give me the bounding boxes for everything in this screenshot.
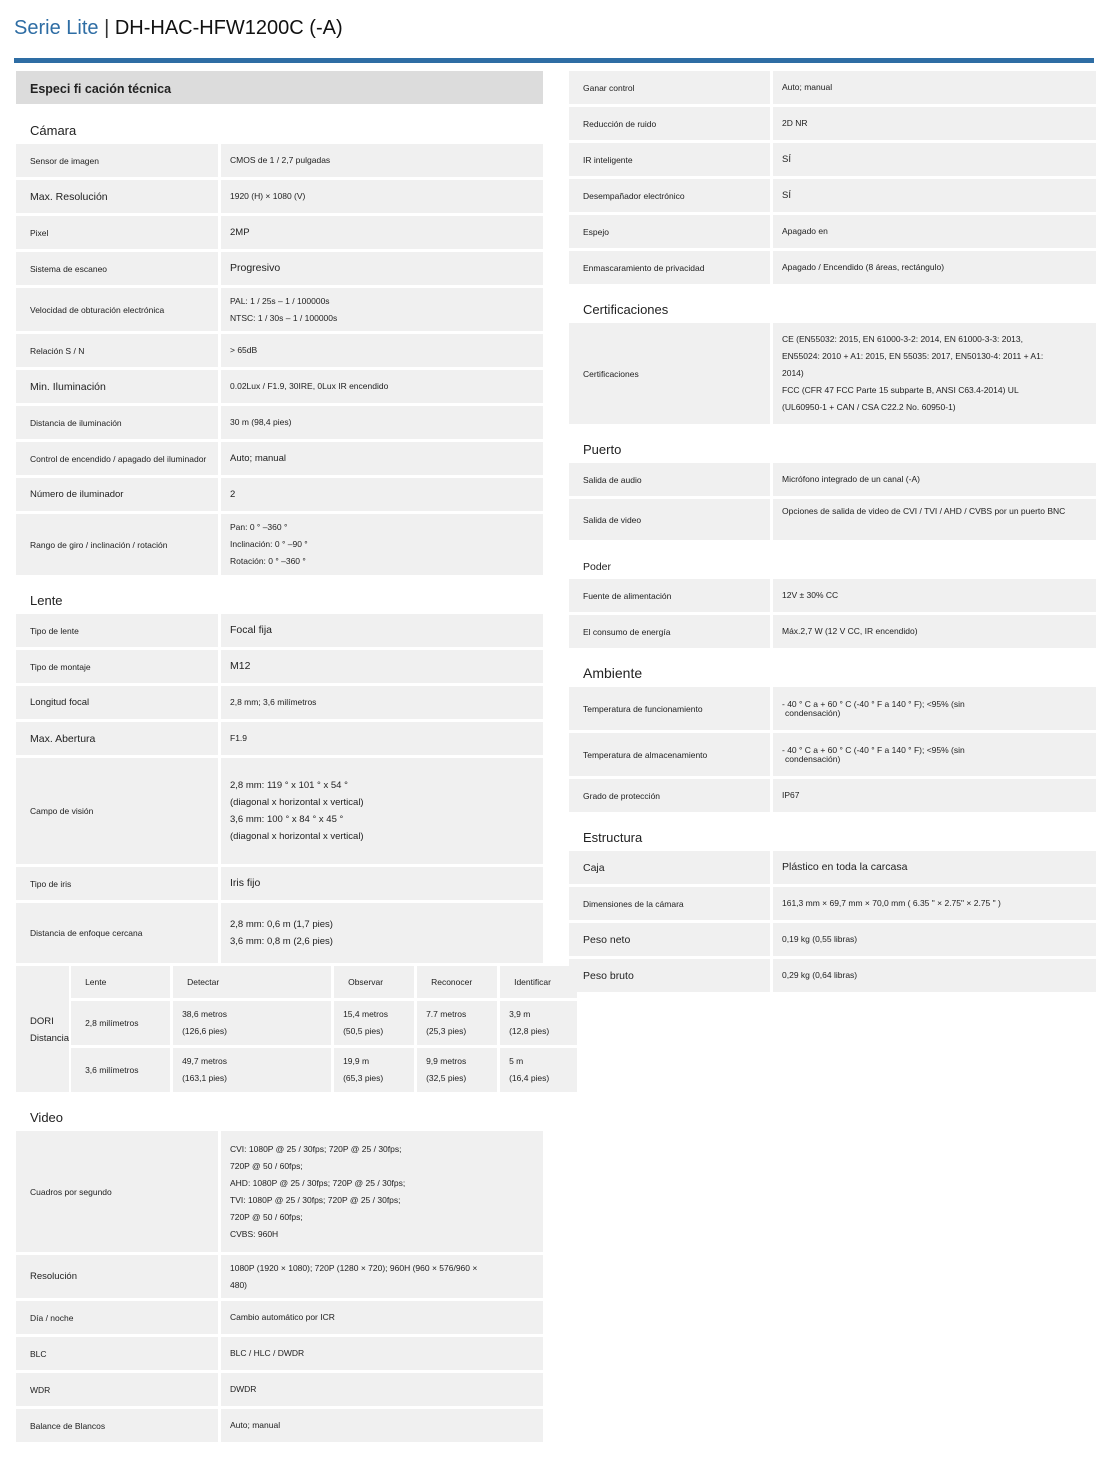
section-structure: Estructura: [583, 830, 643, 845]
spec-label: Grado de protección: [569, 779, 770, 812]
spec-label: Peso neto: [569, 923, 770, 956]
spec-row: [569, 687, 1096, 730]
spec-label: Día / noche: [16, 1301, 218, 1334]
value-line: 720P @ 50 / 60fps;: [230, 1160, 303, 1171]
spec-row: [16, 370, 543, 403]
spec-value: Auto; manual: [221, 442, 543, 475]
dori-feet: (12,8 pies): [509, 1026, 550, 1036]
section-power: Poder: [583, 561, 612, 573]
spec-value: 2: [221, 478, 543, 511]
dori-lens: 2,8 milímetros: [71, 1001, 170, 1045]
spec-row: [16, 686, 543, 719]
model-name: DH-HAC-HFW1200C (-A): [114, 17, 343, 39]
section-certifications: Certificaciones: [583, 302, 669, 317]
spec-value: Auto; manual: [221, 1409, 543, 1442]
spec-label: Balance de Blancos: [16, 1409, 218, 1442]
spec-row: [569, 71, 1096, 104]
value-line: (diagonal x horizontal x vertical): [230, 831, 364, 842]
spec-value: Cambio automático por ICR: [221, 1301, 543, 1334]
spec-row: [16, 334, 543, 367]
spec-label: Temperatura de almacenamiento: [569, 733, 770, 776]
spec-value: Apagado / Encendido (8 áreas, rectángulo): [773, 251, 1096, 284]
spec-label: Enmascaramiento de privacidad: [569, 251, 770, 284]
spec-row: [569, 251, 1096, 284]
spec-value: Progresivo: [221, 252, 543, 285]
spec-label: Velocidad de obturación electrónica: [16, 288, 218, 331]
spec-label: Temperatura de funcionamiento: [569, 687, 770, 730]
spec-label: Relación S / N: [16, 334, 218, 367]
spec-row: [16, 758, 543, 864]
value-line: 2,8 mm: 119 ° x 101 ° x 54 °: [230, 780, 348, 791]
dori-feet: (25,3 pies): [426, 1026, 467, 1036]
spec-value: Máx.2,7 W (12 V CC, IR encendido): [773, 615, 1096, 648]
spec-row: [16, 514, 543, 575]
value-line: 2014): [782, 368, 804, 378]
spec-value: Iris fijo: [221, 867, 543, 900]
spec-label: Distancia de iluminación: [16, 406, 218, 439]
spec-row: [16, 180, 543, 213]
spec-row: [569, 143, 1096, 176]
section-port: Puerto: [583, 442, 622, 457]
spec-value: SÍ: [773, 143, 1096, 176]
section-environment: Ambiente: [583, 665, 643, 681]
spec-row: [16, 478, 543, 511]
spec-row: [569, 579, 1096, 612]
spec-label: Tipo de lente: [16, 614, 218, 647]
spec-value: 0.02Lux / F1.9, 30IRE, 0Lux IR encendido: [221, 370, 543, 403]
value-line: (UL60950-1 + CAN / CSA C22.2 No. 60950-1): [782, 402, 956, 412]
spec-row: [16, 442, 543, 475]
spec-value: 0,29 kg (0,64 libras): [773, 959, 1096, 992]
spec-value: [221, 758, 543, 864]
spec-label: Rango de giro / inclinación / rotación: [16, 514, 218, 575]
spec-row: [569, 615, 1096, 648]
spec-row: [16, 406, 543, 439]
spec-value: [221, 903, 543, 963]
spec-row: [569, 887, 1096, 920]
dori-grid: [71, 966, 577, 1092]
spec-row: [569, 959, 1096, 992]
value-line: CVI: 1080P @ 25 / 30fps; 720P @ 25 / 30fps;: [230, 1143, 402, 1154]
dori-lens: 3,6 milímetros: [71, 1048, 170, 1092]
spec-row: [569, 499, 1096, 540]
document-title: [14, 14, 1094, 42]
value-line: AHD: 1080P @ 25 / 30fps; 720P @ 25 / 30fps;: [230, 1177, 406, 1188]
header-rule: [14, 58, 1094, 63]
spec-value: M12: [221, 650, 543, 683]
spec-label: Reducción de ruido: [569, 107, 770, 140]
spec-value: 30 m (98,4 pies): [221, 406, 543, 439]
spec-value: [221, 514, 543, 575]
spec-label: Max. Resolución: [16, 180, 218, 213]
value-line: condensación): [785, 707, 841, 718]
left-column: [16, 71, 551, 1445]
value-line: 720P @ 50 / 60fps;: [230, 1211, 303, 1222]
spec-label: Salida de audio: [569, 463, 770, 496]
dori-meters: 38,6 metros: [182, 1009, 227, 1019]
dori-feet: (32,5 pies): [426, 1073, 467, 1083]
spec-label: Resolución: [16, 1255, 218, 1298]
spec-row: [569, 179, 1096, 212]
spec-value: [221, 288, 543, 331]
spec-label: Distancia de enfoque cercana: [16, 903, 218, 963]
dori-meters: 15,4 metros: [343, 1009, 388, 1019]
spec-label: Control de encendido / apagado del iluminador: [16, 442, 218, 475]
spec-label: Número de iluminador: [16, 478, 218, 511]
spec-label: WDR: [16, 1373, 218, 1406]
spec-value: 1920 (H) × 1080 (V): [221, 180, 543, 213]
spec-row: [16, 1255, 543, 1298]
spec-value: Opciones de salida de video de CVI / TVI / AHD / CVBS por un puerto BNC: [773, 499, 1096, 540]
value-line: Pan: 0 ° –360 °: [230, 522, 288, 532]
spec-row: [569, 323, 1096, 424]
dori-meters: 9,9 metros: [426, 1056, 467, 1066]
value-line: 1080P (1920 × 1080); 720P (1280 × 720); 960H (960 × 576/960 ×: [230, 1262, 478, 1273]
spec-label: Campo de visión: [16, 758, 218, 864]
section-video: Video: [30, 1110, 64, 1125]
spec-label: Caja: [569, 851, 770, 884]
value-line: condensación): [785, 753, 841, 764]
title-separator: |: [104, 17, 110, 39]
dori-value: [417, 1048, 497, 1092]
value-line: PAL: 1 / 25s – 1 / 100000s: [230, 295, 330, 306]
dori-value: [173, 1048, 331, 1092]
spec-label: Dimensiones de la cámara: [569, 887, 770, 920]
spec-value: SÍ: [773, 179, 1096, 212]
spec-label: Espejo: [569, 215, 770, 248]
section-camera: Cámara: [30, 123, 77, 138]
spec-row: [16, 903, 543, 963]
spec-value: 0,19 kg (0,55 libras): [773, 923, 1096, 956]
dori-feet: (126,6 pies): [182, 1026, 227, 1036]
dori-value: [500, 1048, 577, 1092]
spec-value: [221, 1255, 543, 1298]
dori-meters: 7.7 metros: [426, 1009, 467, 1019]
value-line: (diagonal x horizontal x vertical): [230, 797, 364, 808]
spec-value: 2,8 mm; 3,6 milímetros: [221, 686, 543, 719]
spec-row: [16, 252, 543, 285]
dori-value: [334, 1001, 414, 1045]
spec-label: Min. Iluminación: [16, 370, 218, 403]
spec-value: Auto; manual: [773, 71, 1096, 104]
value-line: 480): [230, 1279, 248, 1290]
spec-value: [773, 687, 1096, 730]
dori-meters: 19,9 m: [343, 1056, 370, 1066]
spec-row: [569, 851, 1096, 884]
spec-value: 161,3 mm × 69,7 mm × 70,0 mm ( 6.35 " × 2.75" × 2.75 " ): [773, 887, 1096, 920]
dori-header: Lente: [71, 966, 170, 998]
dori-feet: (16,4 pies): [509, 1073, 550, 1083]
spec-value: Focal fija: [221, 614, 543, 647]
spec-row: [16, 1131, 543, 1252]
dori-feet: (163,1 pies): [182, 1073, 227, 1083]
spec-label: Tipo de montaje: [16, 650, 218, 683]
spec-value: CMOS de 1 / 2,7 pulgadas: [221, 144, 543, 177]
dori-header: Identificar: [500, 966, 577, 998]
spec-label: Max. Abertura: [16, 722, 218, 755]
dori-meters: 3,9 m: [509, 1009, 531, 1019]
spec-label: Certificaciones: [569, 323, 770, 424]
right-column: [569, 71, 1096, 995]
spec-row: [16, 614, 543, 647]
value-line: CVBS: 960H: [230, 1228, 279, 1239]
value-line: FCC (CFR 47 FCC Parte 15 subparte B, ANSI C63.4-2014) UL: [782, 385, 1019, 395]
spec-row: [16, 1409, 543, 1442]
spec-row: [16, 288, 543, 331]
spec-value: [773, 323, 1096, 424]
page-header: [14, 14, 1094, 62]
value-line: Inclinación: 0 ° –90 °: [230, 539, 308, 549]
dori-value: [500, 1001, 577, 1045]
value-line: - 40 ° C a + 60 ° C (-40 ° F a 140 ° F); <95% (sin: [782, 744, 965, 755]
spec-label: El consumo de energía: [569, 615, 770, 648]
spec-row: [569, 463, 1096, 496]
spec-row: [16, 867, 543, 900]
spec-value: DWDR: [221, 1373, 543, 1406]
spec-row: [16, 144, 543, 177]
spec-value: [221, 1131, 543, 1252]
value-line: 3,6 mm: 100 ° x 84 ° x 45 °: [230, 814, 344, 825]
spec-row: [569, 779, 1096, 812]
dori-label-line: Distancia: [30, 1033, 70, 1044]
spec-value: Micrófono integrado de un canal (-A): [773, 463, 1096, 496]
spec-value: F1.9: [221, 722, 543, 755]
dori-feet: (50,5 pies): [343, 1026, 384, 1036]
dori-value: [334, 1048, 414, 1092]
spec-value: > 65dB: [221, 334, 543, 367]
spec-label: IR inteligente: [569, 143, 770, 176]
spec-banner: Especi fi cación técnica: [16, 71, 543, 104]
spec-value: 2MP: [221, 216, 543, 249]
spec-value: [773, 733, 1096, 776]
spec-row: [569, 107, 1096, 140]
dori-table: [16, 966, 551, 1092]
spec-label: Cuadros por segundo: [16, 1131, 218, 1252]
spec-label: Sistema de escaneo: [16, 252, 218, 285]
spec-label: Peso bruto: [569, 959, 770, 992]
dori-feet: (65,3 pies): [343, 1073, 384, 1083]
spec-label: Salida de video: [569, 499, 770, 540]
spec-value: Apagado en: [773, 215, 1096, 248]
value-line: 3,6 mm: 0,8 m (2,6 pies): [230, 936, 333, 947]
spec-row: [569, 215, 1096, 248]
spec-row: [16, 216, 543, 249]
dori-header: Detectar: [173, 966, 331, 998]
dori-meters: 5 m: [509, 1056, 524, 1066]
spec-label: Pixel: [16, 216, 218, 249]
value-line: Rotación: 0 ° –360 °: [230, 556, 306, 566]
dori-header: Reconocer: [417, 966, 497, 998]
spec-label: Longitud focal: [16, 686, 218, 719]
value-line: TVI: 1080P @ 25 / 30fps; 720P @ 25 / 30fps;: [230, 1194, 401, 1205]
value-line: 2,8 mm: 0,6 m (1,7 pies): [230, 919, 333, 930]
value-line: - 40 ° C a + 60 ° C (-40 ° F a 140 ° F); <95% (sin: [782, 698, 965, 709]
spec-label: Ganar control: [569, 71, 770, 104]
spec-row: [569, 733, 1096, 776]
value-line: NTSC: 1 / 30s – 1 / 100000s: [230, 312, 338, 323]
series-name: Serie Lite: [14, 17, 99, 39]
dori-value: [173, 1001, 331, 1045]
spec-row: [16, 1301, 543, 1334]
spec-value: Plástico en toda la carcasa: [773, 851, 1096, 884]
dori-label: [16, 966, 69, 1092]
spec-label: Tipo de iris: [16, 867, 218, 900]
value-line: CE (EN55032: 2015, EN 61000-3-2: 2014, EN 61000-3-3: 2013,: [782, 334, 1023, 344]
dori-value: [417, 1001, 497, 1045]
dori-label-line: DORI: [30, 1016, 54, 1027]
spec-label: Sensor de imagen: [16, 144, 218, 177]
dori-meters: 49,7 metros: [182, 1056, 227, 1066]
spec-value: 12V ± 30% CC: [773, 579, 1096, 612]
spec-row: [16, 722, 543, 755]
spec-value: IP67: [773, 779, 1096, 812]
spec-row: [569, 923, 1096, 956]
spec-row: [16, 1373, 543, 1406]
spec-value: 2D NR: [773, 107, 1096, 140]
spec-row: [16, 650, 543, 683]
value-line: EN55024: 2010 + A1: 2015, EN 55035: 2017, EN50130-4: 2011 + A1:: [782, 351, 1044, 361]
spec-label: BLC: [16, 1337, 218, 1370]
spec-value: BLC / HLC / DWDR: [221, 1337, 543, 1370]
dori-header: Observar: [334, 966, 414, 998]
spec-row: [16, 1337, 543, 1370]
spec-label: Desempañador electrónico: [569, 179, 770, 212]
spec-label: Fuente de alimentación: [569, 579, 770, 612]
section-lens: Lente: [30, 593, 63, 608]
